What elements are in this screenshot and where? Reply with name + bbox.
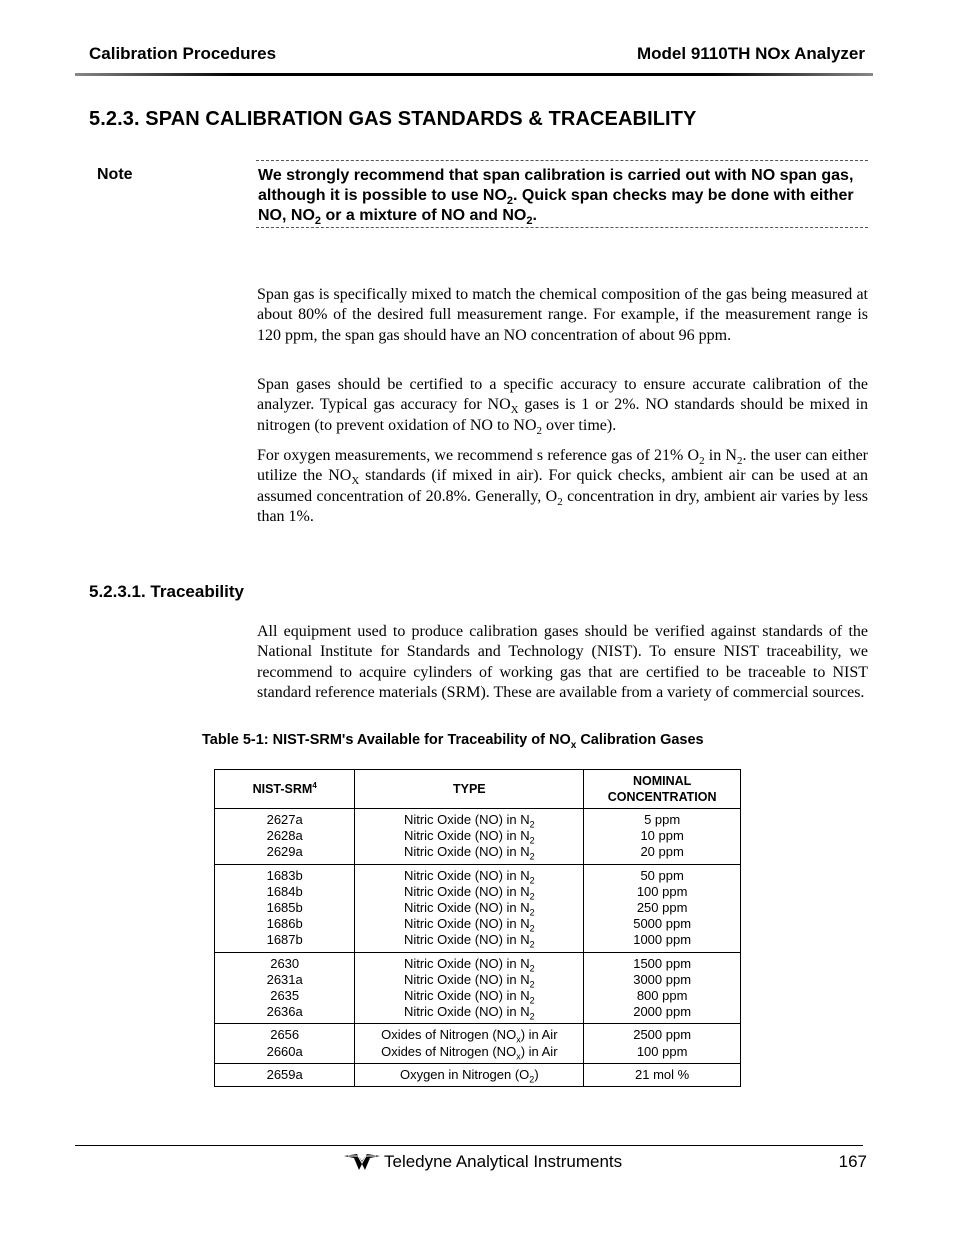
gas-type: Nitric Oxide (NO) in $N_2$ xyxy=(403,900,535,918)
teledyne-logo-icon xyxy=(344,1152,380,1172)
cell-concentration xyxy=(584,864,741,952)
note-text: We strongly recommend that span calibration is carried out with NO span gas, although it is possible to use $NO_2$. Quick span checks may be done with either NO, $NO_2$ or a mixture of NO and $NO_2$. xyxy=(258,167,854,228)
concentration-value: 100 ppm xyxy=(636,1043,688,1059)
table-row xyxy=(215,1063,741,1086)
srm-number: 2635 xyxy=(270,988,300,1004)
paragraph-traceability: All equipment used to produce calibration gases should be verified against standards of the National Institute for Standards and Technology (NIST). To ensure NIST traceability, we recommend to acquire cylinders of working gas that are certified to be traceable to NIST standard reference materials (SRM). These are available from a variety of commercial sources. xyxy=(257,623,868,701)
paragraph-oxygen: For oxygen measurements, we recommend s reference gas of 21% $O_2$ in $N_2$. the user can either utilize the $NO_X$ standards (if mixed in air). For quick checks, ambient air can be used at an assumed concentration of 20.8%. Generally, $O_2$ concentration in dry, ambient air varies by less than 1%. xyxy=(257,447,869,525)
concentration-value: 2500 ppm xyxy=(633,1027,692,1043)
paragraph-span-gas: Span gas is specifically mixed to match the chemical composition of the gas being measured at about 80% of the desired full measurement range. For example, if the measurement range is 120 ppm, the span gas should have an NO concentration of about 96 ppm. xyxy=(257,286,868,344)
concentration-value: 250 ppm xyxy=(636,900,688,916)
srm-number: 2656 xyxy=(270,1027,300,1043)
footer-rule xyxy=(75,1145,863,1146)
section-title: 5.2.3. SPAN CALIBRATION GAS STANDARDS & TRACEABILITY xyxy=(89,108,697,130)
header-model-label: Model 9110TH NOx Analyzer xyxy=(636,44,865,63)
cell-nist-srm xyxy=(215,809,355,865)
srm-number: 1687b xyxy=(266,932,303,948)
concentration-value: 5000 ppm xyxy=(633,916,692,932)
srm-number: 1684b xyxy=(266,883,303,899)
page-number: 167 xyxy=(838,1152,867,1171)
concentration-value: 3000 ppm xyxy=(633,971,692,987)
gas-type: Oxygen in Nitrogen $(O_2)$ xyxy=(399,1066,539,1085)
header-rule xyxy=(75,73,873,76)
gas-type: Oxides of Nitrogen $(NO_x)$ in Air xyxy=(381,1043,558,1062)
concentration-value: 50 ppm xyxy=(640,867,684,883)
note-label: Note xyxy=(97,166,133,183)
table-header-row xyxy=(215,770,741,809)
header-nominal-concentration: NOMINAL CONCENTRATION xyxy=(584,770,741,809)
gas-type: Nitric Oxide (NO) in $N_2$ xyxy=(403,1004,535,1022)
cell-nist-srm xyxy=(215,952,355,1024)
concentration-value: 21 mol % xyxy=(635,1066,690,1082)
concentration-value: 10 ppm xyxy=(640,828,684,844)
srm-number: 2659a xyxy=(266,1066,303,1082)
cell-concentration xyxy=(584,809,741,865)
cell-type xyxy=(355,1024,584,1063)
footer-company: Teledyne Analytical Instruments xyxy=(384,1152,623,1171)
gas-type: Nitric Oxide (NO) in $N_2$ xyxy=(403,932,535,951)
cell-nist-srm xyxy=(215,864,355,952)
table-row xyxy=(215,1024,741,1063)
concentration-value: 1500 ppm xyxy=(633,955,692,971)
concentration-value: 5 ppm xyxy=(644,812,681,827)
gas-type: Nitric Oxide (NO) in $N_2$ xyxy=(403,844,535,862)
concentration-value: 800 ppm xyxy=(636,988,688,1004)
table-row xyxy=(215,952,741,1024)
srm-number: 2627a xyxy=(266,812,303,827)
table-row xyxy=(215,809,741,865)
srm-number: 1685b xyxy=(266,900,303,916)
cell-type xyxy=(355,1063,584,1086)
table-row xyxy=(215,864,741,952)
concentration-value: 2000 ppm xyxy=(633,1004,692,1020)
cell-nist-srm xyxy=(215,1024,355,1063)
gas-type: Oxides of Nitrogen $(NO_x)$ in Air xyxy=(381,1027,558,1046)
paragraph-span-gas-accuracy: Span gases should be certified to a specific accuracy to ensure accurate calibration of the analyzer. Typical gas accuracy for $NO_X$ gases is 1 or 2%. NO standards should be mixed in nitrogen (to prevent oxidation of NO to $NO_2$ over time). xyxy=(257,376,869,437)
srm-number: 2636a xyxy=(266,1004,303,1020)
gas-type: Nitric Oxide (NO) in $N_2$ xyxy=(403,883,535,902)
cell-type xyxy=(355,864,584,952)
subsection-title: 5.2.3.1. Traceability xyxy=(89,582,244,601)
srm-number: 2630 xyxy=(270,955,300,971)
srm-number: 2660a xyxy=(266,1043,303,1059)
cell-type xyxy=(355,952,584,1024)
srm-number: 1686b xyxy=(266,916,303,932)
header-nist-srm: NIST-SRM$^4$ xyxy=(215,770,355,809)
cell-concentration xyxy=(584,952,741,1024)
gas-type: Nitric Oxide (NO) in $N_2$ xyxy=(403,916,535,934)
table-caption: Table 5-1: NIST-SRM's Available for Traceability of $NO_x$ Calibration Gases xyxy=(202,732,704,751)
header-section-label: Calibration Procedures xyxy=(89,44,277,63)
srm-number: 2631a xyxy=(266,971,303,987)
srm-number: 2629a xyxy=(266,844,303,860)
cell-concentration xyxy=(584,1024,741,1063)
gas-type: Nitric Oxide (NO) in $N_2$ xyxy=(403,812,535,830)
note-bottom-divider xyxy=(256,227,868,228)
cell-type xyxy=(355,809,584,865)
gas-type: Nitric Oxide (NO) in $N_2$ xyxy=(403,955,535,974)
note-top-divider xyxy=(256,160,868,161)
gas-type: Nitric Oxide (NO) in $N_2$ xyxy=(403,828,535,846)
header-type: TYPE xyxy=(355,770,584,809)
concentration-value: 1000 ppm xyxy=(633,932,692,948)
srm-number: 1683b xyxy=(266,867,303,883)
concentration-value: 100 ppm xyxy=(636,883,688,899)
cell-concentration xyxy=(584,1063,741,1086)
gas-type: Nitric Oxide (NO) in $N_2$ xyxy=(403,971,535,990)
srm-number: 2628a xyxy=(266,828,303,844)
cell-nist-srm xyxy=(215,1063,355,1086)
nist-srm-table xyxy=(214,769,741,1087)
gas-type: Nitric Oxide (NO) in $N_2$ xyxy=(403,867,535,886)
concentration-value: 20 ppm xyxy=(640,844,684,860)
gas-type: Nitric Oxide (NO) in $N_2$ xyxy=(403,988,535,1006)
